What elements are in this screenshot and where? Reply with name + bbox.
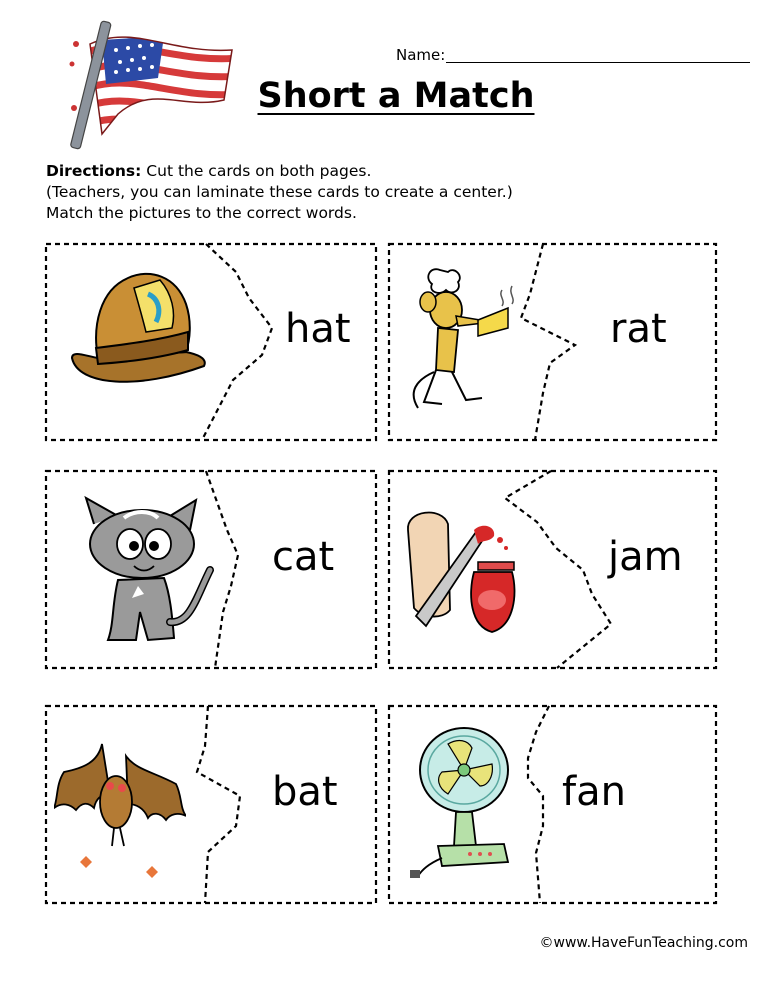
word-rat: rat xyxy=(610,306,667,352)
page-title: Short a Match xyxy=(257,76,535,116)
cut-line-bat xyxy=(197,706,240,903)
word-bat: bat xyxy=(272,769,338,815)
cut-line-rat xyxy=(521,244,575,440)
directions-line-1: Cut the cards on both pages. xyxy=(146,162,372,180)
word-fan: fan xyxy=(562,769,626,815)
hat-icon xyxy=(68,266,214,398)
directions-label: Directions: xyxy=(46,162,142,180)
copyright-text: ©www.HaveFunTeaching.com xyxy=(539,935,748,951)
cat-icon xyxy=(78,494,218,646)
directions-line-3: Match the pictures to the correct words. xyxy=(46,204,357,222)
chef-rat-icon xyxy=(406,262,526,418)
cut-line-fan xyxy=(528,706,549,903)
word-jam: jam xyxy=(608,534,683,580)
jam-jar-icon xyxy=(402,500,528,646)
fan-icon xyxy=(408,724,518,880)
directions-line-2: (Teachers, you can laminate these cards to create a center.) xyxy=(46,183,513,201)
name-label: Name: xyxy=(396,46,446,64)
word-cat: cat xyxy=(272,534,335,580)
word-hat: hat xyxy=(285,306,351,352)
bat-icon xyxy=(54,742,186,882)
